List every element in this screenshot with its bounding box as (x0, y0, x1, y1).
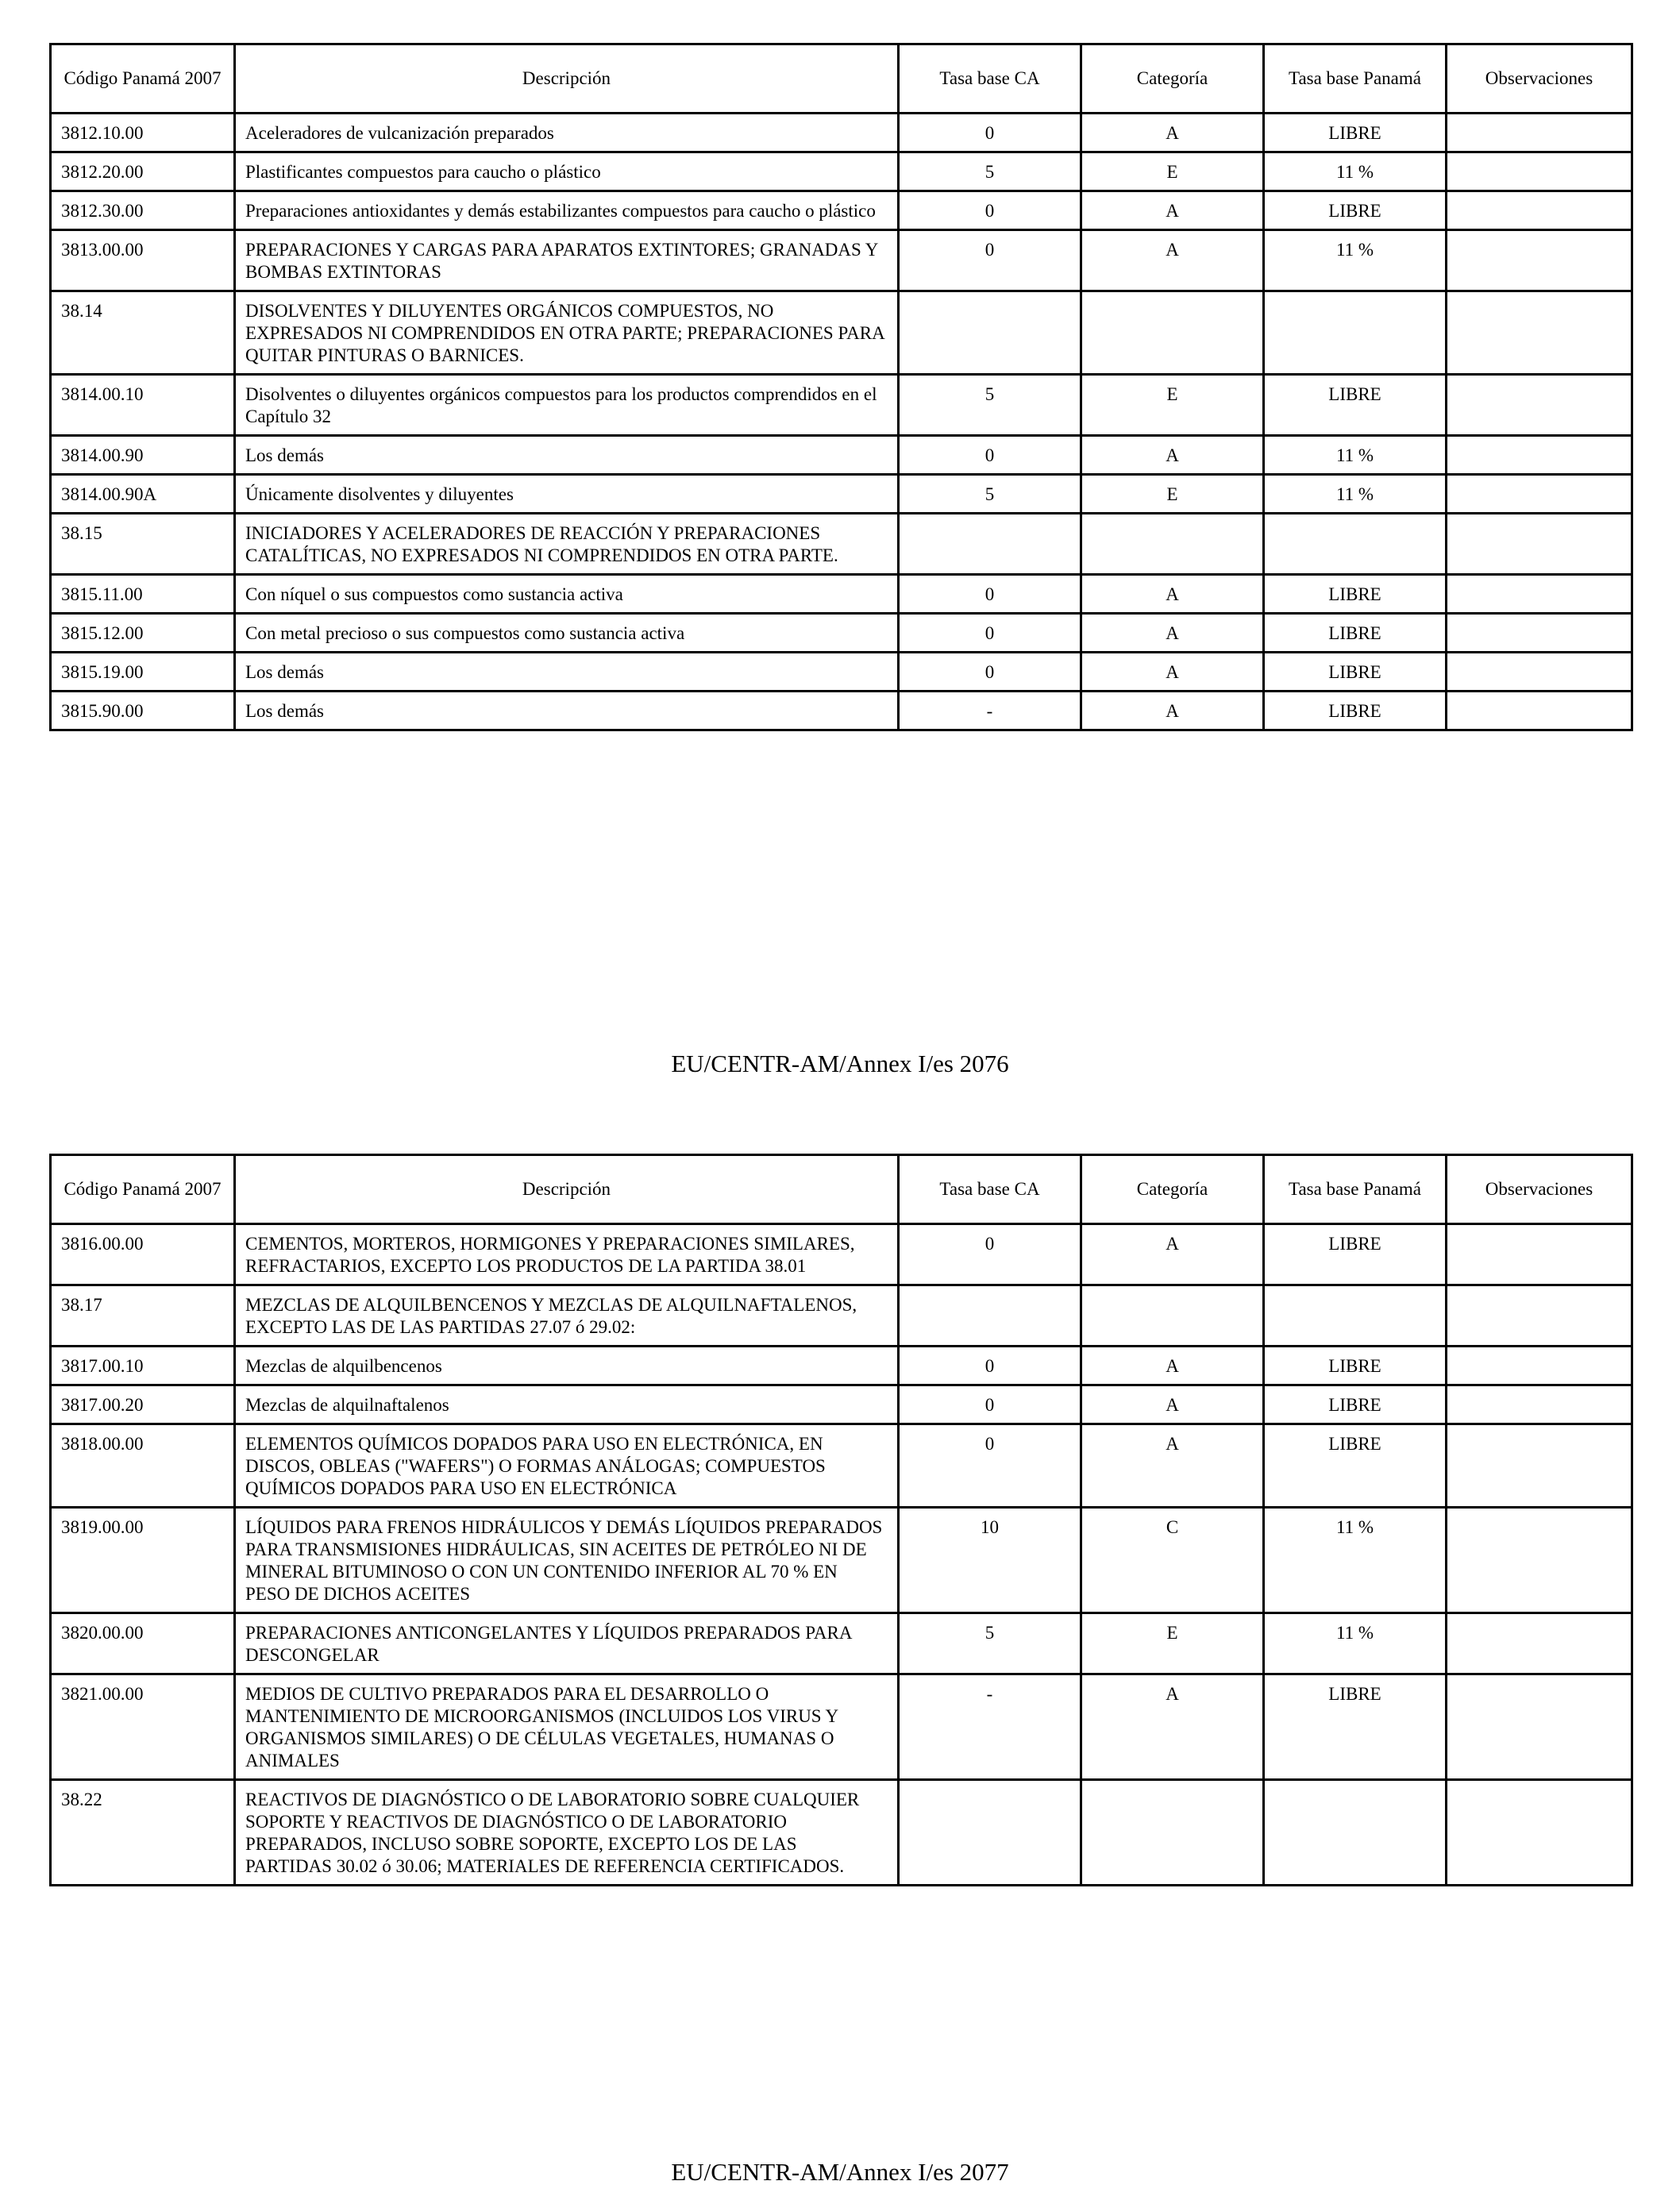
cell-tasa-base-panama: LIBRE (1264, 114, 1447, 152)
cell-tasa-base-panama: LIBRE (1264, 1224, 1447, 1285)
cell-tasa-base-panama: 11 % (1264, 230, 1447, 291)
cell-descripcion: PREPARACIONES ANTICONGELANTES Y LÍQUIDOS PREPARADOS PARA DESCONGELAR (235, 1613, 899, 1674)
cell-tasa-base-panama: LIBRE (1264, 1347, 1447, 1385)
cell-tasa-base-panama (1264, 514, 1447, 575)
cell-categoria (1081, 1285, 1264, 1347)
cell-observaciones (1447, 1385, 1632, 1424)
table-header-row (51, 44, 1632, 114)
cell-categoria: A (1081, 1347, 1264, 1385)
cell-observaciones (1447, 514, 1632, 575)
cell-tasa-base-ca: 0 (899, 436, 1081, 475)
cell-categoria: A (1081, 653, 1264, 692)
cell-codigo: 3814.00.90 (51, 436, 235, 475)
table-header-row (51, 1155, 1632, 1224)
table-row (51, 475, 1632, 514)
cell-tasa-base-panama: LIBRE (1264, 692, 1447, 730)
cell-codigo: 3818.00.00 (51, 1424, 235, 1508)
cell-observaciones (1447, 1224, 1632, 1285)
table-row (51, 191, 1632, 230)
cell-categoria: A (1081, 1224, 1264, 1285)
header-categoria: Categoría (1081, 44, 1264, 114)
cell-codigo: 3815.90.00 (51, 692, 235, 730)
cell-tasa-base-panama: LIBRE (1264, 575, 1447, 614)
header-codigo: Código Panamá 2007 (51, 44, 235, 114)
table-row (51, 291, 1632, 375)
cell-descripcion: Mezclas de alquilbencenos (235, 1347, 899, 1385)
cell-observaciones (1447, 191, 1632, 230)
page-footer-label: EU/CENTR-AM/Annex I/es 2076 (671, 1050, 1009, 1077)
cell-codigo: 3813.00.00 (51, 230, 235, 291)
table-row (51, 375, 1632, 436)
table-row (51, 114, 1632, 152)
cell-categoria: C (1081, 1508, 1264, 1613)
table-row (51, 1508, 1632, 1613)
cell-tasa-base-ca: 0 (899, 1424, 1081, 1508)
table-row (51, 575, 1632, 614)
cell-descripcion: MEZCLAS DE ALQUILBENCENOS Y MEZCLAS DE ALQUILNAFTALENOS, EXCEPTO LAS DE LAS PARTIDAS 27.07 ó 29.02: (235, 1285, 899, 1347)
cell-descripcion: Aceleradores de vulcanización preparados (235, 114, 899, 152)
cell-descripcion: Únicamente disolventes y diluyentes (235, 475, 899, 514)
cell-descripcion: Los demás (235, 692, 899, 730)
cell-categoria (1081, 514, 1264, 575)
cell-tasa-base-ca: 5 (899, 375, 1081, 436)
cell-tasa-base-ca (899, 1780, 1081, 1886)
table-row (51, 230, 1632, 291)
cell-codigo: 3817.00.10 (51, 1347, 235, 1385)
cell-codigo: 3820.00.00 (51, 1613, 235, 1674)
cell-categoria: E (1081, 1613, 1264, 1674)
cell-codigo: 3816.00.00 (51, 1224, 235, 1285)
cell-observaciones (1447, 1780, 1632, 1886)
cell-codigo: 3817.00.20 (51, 1385, 235, 1424)
cell-descripcion: LÍQUIDOS PARA FRENOS HIDRÁULICOS Y DEMÁS LÍQUIDOS PREPARADOS PARA TRANSMISIONES HIDRÁULICAS, SIN ACEITES DE PETRÓLEO NI DE MINERAL BITUMINOSO O CON UN CONTENIDO INFERIOR AL 70 % EN PESO DE DICHOS ACEITES (235, 1508, 899, 1613)
cell-tasa-base-ca: 0 (899, 114, 1081, 152)
cell-codigo: 3815.12.00 (51, 614, 235, 653)
cell-observaciones (1447, 152, 1632, 191)
cell-descripcion: Los demás (235, 653, 899, 692)
cell-tasa-base-ca: 0 (899, 1347, 1081, 1385)
tariff-table-page-2077 (49, 1154, 1633, 1886)
cell-codigo: 38.14 (51, 291, 235, 375)
table-row (51, 653, 1632, 692)
cell-categoria: A (1081, 436, 1264, 475)
header-categoria: Categoría (1081, 1155, 1264, 1224)
cell-observaciones (1447, 1613, 1632, 1674)
cell-tasa-base-panama: LIBRE (1264, 1424, 1447, 1508)
page-footer-label: EU/CENTR-AM/Annex I/es 2077 (671, 2158, 1009, 2186)
cell-codigo: 3812.30.00 (51, 191, 235, 230)
cell-codigo: 3815.19.00 (51, 653, 235, 692)
cell-descripcion: MEDIOS DE CULTIVO PREPARADOS PARA EL DESARROLLO O MANTENIMIENTO DE MICROORGANISMOS (INCLUIDOS LOS VIRUS Y ORGANISMOS SIMILARES) O DE CÉLULAS VEGETALES, HUMANAS O ANIMALES (235, 1674, 899, 1780)
cell-tasa-base-panama: 11 % (1264, 152, 1447, 191)
cell-categoria: E (1081, 152, 1264, 191)
cell-descripcion: PREPARACIONES Y CARGAS PARA APARATOS EXTINTORES; GRANADAS Y BOMBAS EXTINTORAS (235, 230, 899, 291)
cell-codigo: 3812.10.00 (51, 114, 235, 152)
cell-tasa-base-ca: 0 (899, 614, 1081, 653)
cell-observaciones (1447, 291, 1632, 375)
cell-codigo: 3814.00.10 (51, 375, 235, 436)
cell-tasa-base-panama: LIBRE (1264, 614, 1447, 653)
cell-categoria: A (1081, 114, 1264, 152)
cell-tasa-base-ca: 0 (899, 1385, 1081, 1424)
table-row (51, 1674, 1632, 1780)
cell-tasa-base-ca: 5 (899, 1613, 1081, 1674)
cell-observaciones (1447, 475, 1632, 514)
header-descripcion: Descripción (235, 44, 899, 114)
cell-tasa-base-panama: 11 % (1264, 475, 1447, 514)
table-row (51, 514, 1632, 575)
header-descripcion: Descripción (235, 1155, 899, 1224)
cell-categoria: A (1081, 614, 1264, 653)
cell-codigo: 3814.00.90A (51, 475, 235, 514)
cell-descripcion: Con metal precioso o sus compuestos como sustancia activa (235, 614, 899, 653)
table-row (51, 1613, 1632, 1674)
cell-tasa-base-ca (899, 291, 1081, 375)
cell-categoria: A (1081, 191, 1264, 230)
cell-categoria (1081, 1780, 1264, 1886)
cell-descripcion: REACTIVOS DE DIAGNÓSTICO O DE LABORATORIO SOBRE CUALQUIER SOPORTE Y REACTIVOS DE DIAGNÓSTICO O DE LABORATORIO PREPARADOS, INCLUSO SOBRE SOPORTE, EXCEPTO LOS DE LAS PARTIDAS 30.02 ó 30.06; MATERIALES DE REFERENCIA CERTIFICADOS. (235, 1780, 899, 1886)
table-row (51, 1285, 1632, 1347)
cell-tasa-base-panama: LIBRE (1264, 375, 1447, 436)
table-row (51, 614, 1632, 653)
cell-categoria: A (1081, 575, 1264, 614)
cell-tasa-base-panama: 11 % (1264, 436, 1447, 475)
table-row (51, 692, 1632, 730)
cell-observaciones (1447, 692, 1632, 730)
table-row (51, 1347, 1632, 1385)
cell-observaciones (1447, 1674, 1632, 1780)
cell-observaciones (1447, 653, 1632, 692)
cell-tasa-base-ca: 0 (899, 1224, 1081, 1285)
table-row (51, 436, 1632, 475)
cell-descripcion: Con níquel o sus compuestos como sustancia activa (235, 575, 899, 614)
cell-descripcion: Plastificantes compuestos para caucho o plástico (235, 152, 899, 191)
cell-descripcion: Los demás (235, 436, 899, 475)
cell-categoria: A (1081, 1424, 1264, 1508)
tariff-table-page-2076 (49, 43, 1633, 731)
table-row (51, 152, 1632, 191)
cell-observaciones (1447, 614, 1632, 653)
cell-codigo: 38.17 (51, 1285, 235, 1347)
cell-tasa-base-panama: 11 % (1264, 1508, 1447, 1613)
cell-observaciones (1447, 1347, 1632, 1385)
header-tasa-base-ca: Tasa base CA (899, 1155, 1081, 1224)
cell-categoria: A (1081, 1385, 1264, 1424)
cell-categoria: A (1081, 1674, 1264, 1780)
cell-codigo: 3812.20.00 (51, 152, 235, 191)
header-codigo: Código Panamá 2007 (51, 1155, 235, 1224)
cell-descripcion: Mezclas de alquilnaftalenos (235, 1385, 899, 1424)
cell-codigo: 38.15 (51, 514, 235, 575)
table-row (51, 1780, 1632, 1886)
header-observaciones: Observaciones (1447, 1155, 1632, 1224)
cell-observaciones (1447, 575, 1632, 614)
cell-observaciones (1447, 1424, 1632, 1508)
cell-descripcion: Preparaciones antioxidantes y demás estabilizantes compuestos para caucho o plástico (235, 191, 899, 230)
cell-tasa-base-panama: LIBRE (1264, 191, 1447, 230)
header-tasa-base-ca: Tasa base CA (899, 44, 1081, 114)
cell-tasa-base-panama: LIBRE (1264, 1385, 1447, 1424)
cell-codigo: 3819.00.00 (51, 1508, 235, 1613)
cell-observaciones (1447, 230, 1632, 291)
cell-tasa-base-ca: - (899, 1674, 1081, 1780)
cell-tasa-base-panama (1264, 1780, 1447, 1886)
cell-codigo: 3821.00.00 (51, 1674, 235, 1780)
cell-tasa-base-ca: 5 (899, 475, 1081, 514)
cell-tasa-base-ca: - (899, 692, 1081, 730)
cell-descripcion: DISOLVENTES Y DILUYENTES ORGÁNICOS COMPUESTOS, NO EXPRESADOS NI COMPRENDIDOS EN OTRA PARTE; PREPARACIONES PARA QUITAR PINTURAS O BARNICES. (235, 291, 899, 375)
cell-categoria: E (1081, 475, 1264, 514)
header-tasa-base-panama: Tasa base Panamá (1264, 1155, 1447, 1224)
cell-tasa-base-ca: 0 (899, 230, 1081, 291)
cell-descripcion: INICIADORES Y ACELERADORES DE REACCIÓN Y PREPARACIONES CATALÍTICAS, NO EXPRESADOS NI COMPRENDIDOS EN OTRA PARTE. (235, 514, 899, 575)
cell-categoria: A (1081, 230, 1264, 291)
cell-tasa-base-ca: 0 (899, 191, 1081, 230)
cell-observaciones (1447, 375, 1632, 436)
table-row (51, 1385, 1632, 1424)
table-row (51, 1424, 1632, 1508)
cell-observaciones (1447, 114, 1632, 152)
cell-tasa-base-panama: LIBRE (1264, 1674, 1447, 1780)
header-observaciones: Observaciones (1447, 44, 1632, 114)
cell-tasa-base-ca (899, 514, 1081, 575)
cell-tasa-base-panama (1264, 1285, 1447, 1347)
cell-observaciones (1447, 1508, 1632, 1613)
cell-observaciones (1447, 1285, 1632, 1347)
cell-tasa-base-ca: 0 (899, 575, 1081, 614)
cell-categoria: A (1081, 692, 1264, 730)
cell-tasa-base-ca: 10 (899, 1508, 1081, 1613)
cell-descripcion: CEMENTOS, MORTEROS, HORMIGONES Y PREPARACIONES SIMILARES, REFRACTARIOS, EXCEPTO LOS PRODUCTOS DE LA PARTIDA 38.01 (235, 1224, 899, 1285)
cell-codigo: 3815.11.00 (51, 575, 235, 614)
cell-categoria: E (1081, 375, 1264, 436)
cell-descripcion: ELEMENTOS QUÍMICOS DOPADOS PARA USO EN ELECTRÓNICA, EN DISCOS, OBLEAS ("WAFERS") O FORMAS ANÁLOGAS; COMPUESTOS QUÍMICOS DOPADOS PARA USO EN ELECTRÓNICA (235, 1424, 899, 1508)
cell-codigo: 38.22 (51, 1780, 235, 1886)
cell-tasa-base-panama (1264, 291, 1447, 375)
cell-tasa-base-ca: 0 (899, 653, 1081, 692)
cell-descripcion: Disolventes o diluyentes orgánicos compuestos para los productos comprendidos en el Capítulo 32 (235, 375, 899, 436)
cell-observaciones (1447, 436, 1632, 475)
cell-tasa-base-panama: LIBRE (1264, 653, 1447, 692)
cell-tasa-base-ca: 5 (899, 152, 1081, 191)
cell-categoria (1081, 291, 1264, 375)
header-tasa-base-panama: Tasa base Panamá (1264, 44, 1447, 114)
cell-tasa-base-panama: 11 % (1264, 1613, 1447, 1674)
cell-tasa-base-ca (899, 1285, 1081, 1347)
table-row (51, 1224, 1632, 1285)
